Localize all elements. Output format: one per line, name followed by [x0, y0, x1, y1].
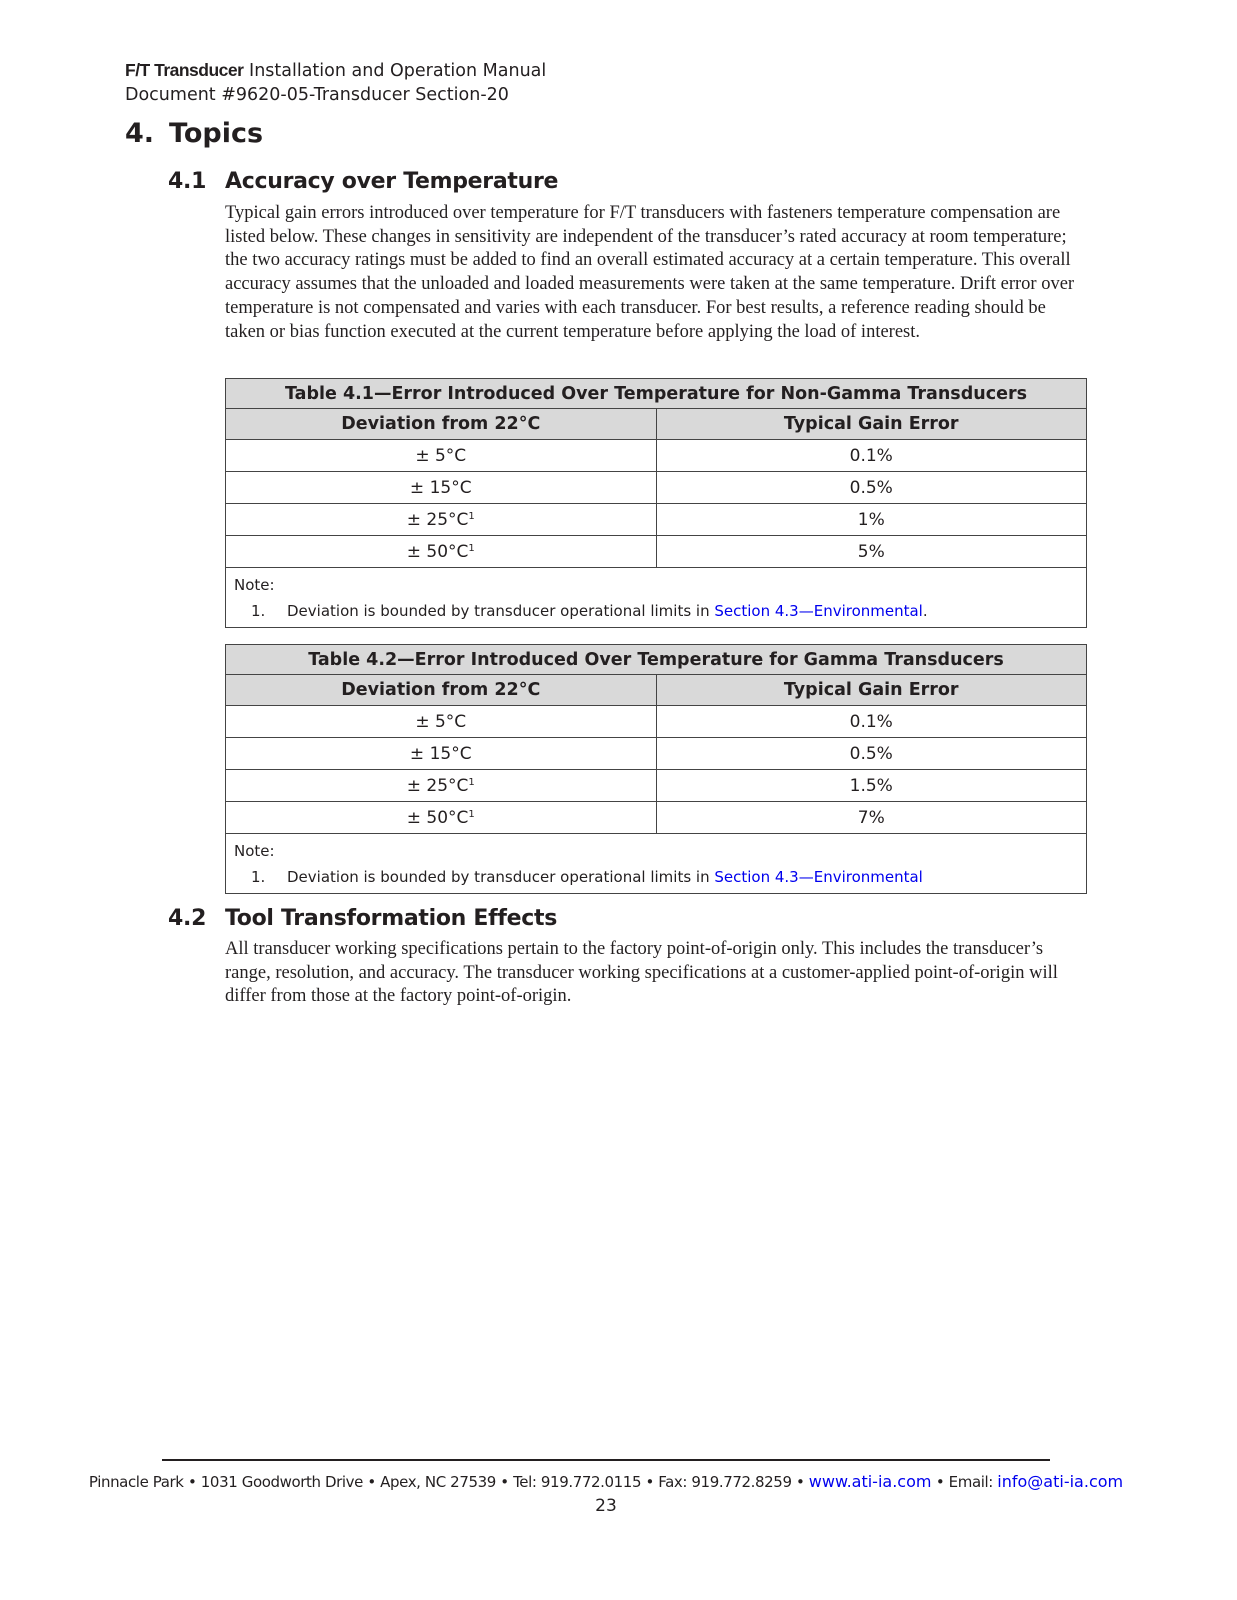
note-text: Deviation is bounded by transducer operational limits in [287, 868, 715, 886]
environmental-section-link[interactable]: Section 4.3—Environmental [714, 868, 923, 886]
section-title: Accuracy over Temperature [225, 169, 559, 194]
gain-error-cell: 0.5% [656, 738, 1087, 770]
column-header-gain-error: Typical Gain Error [656, 409, 1087, 440]
column-header-gain-error: Typical Gain Error [656, 675, 1087, 706]
section-number: 4.1 [168, 169, 207, 194]
table-4-1 [225, 378, 1087, 628]
table-title: Table 4.1—Error Introduced Over Temperature for Non-Gamma Transducers [226, 379, 1087, 409]
table-row [226, 706, 1087, 738]
table-row [226, 738, 1087, 770]
deviation-cell: ± 5°C [415, 445, 467, 466]
note-label: Note: [234, 576, 275, 594]
table-note [226, 834, 1087, 894]
page-footer: Pinnacle Park • 1031 Goodworth Drive • Apex, NC 27539 • Tel: 919.772.0115 • Fax: 919.772.8259 • www.ati-ia.com • Email: info@ati-ia.com [88, 1472, 1124, 1491]
deviation-cell: ± 5°C [415, 711, 467, 732]
table-row [226, 770, 1087, 802]
website-link[interactable]: www.ati-ia.com [808, 1472, 932, 1491]
gain-error-cell: 0.5% [656, 472, 1087, 504]
header-manual: Installation and Operation Manual [249, 61, 547, 81]
table-row [226, 536, 1087, 568]
email-link[interactable]: info@ati-ia.com [997, 1472, 1124, 1491]
environmental-section-link[interactable]: Section 4.3—Environmental [714, 602, 923, 620]
chapter-title: Topics [169, 118, 264, 149]
running-header [125, 58, 546, 107]
deviation-cell: ± 50°C [406, 807, 469, 828]
note-number: 1. [251, 602, 266, 620]
gain-error-cell: 1% [656, 504, 1087, 536]
table-row [226, 802, 1087, 834]
deviation-cell: ± 25°C [406, 509, 469, 530]
gain-error-cell: 7% [656, 802, 1087, 834]
table-title: Table 4.2—Error Introduced Over Temperature for Gamma Transducers [226, 645, 1087, 675]
footnote-marker: 1 [468, 776, 475, 788]
section-4-2-heading [168, 906, 557, 931]
footer-address: Pinnacle Park • 1031 Goodworth Drive • Apex, NC 27539 • Tel: 919.772.0115 • Fax: 919.772.8259 • [88, 1473, 809, 1491]
gain-error-cell: 0.1% [656, 440, 1087, 472]
table-row [226, 472, 1087, 504]
section-4-1-heading [168, 169, 558, 194]
table-4-2 [225, 644, 1087, 894]
note-text: Deviation is bounded by transducer operational limits in [287, 602, 715, 620]
gain-error-cell: 0.1% [656, 706, 1087, 738]
header-document: Document #9620-05-Transducer Section-20 [125, 85, 509, 105]
section-4-1-body: Typical gain errors introduced over temperature for F/T transducers with fasteners temperature compensation are listed below. These changes in sensitivity are independent of the transducer’s rated accuracy at room temperature; the two accuracy ratings must be added to find an overall estimated accuracy at a certain temperature. This overall accuracy assumes that the unloaded and loaded measurements were taken at the same temperature. Drift error over temperature is not compensated and varies with each transducer. For best results, a reference reading should be taken or bias function executed at the current temperature before applying the load of interest. [225, 203, 1075, 342]
column-header-deviation: Deviation from 22°C [226, 675, 657, 706]
footer-divider [162, 1459, 1050, 1461]
gain-error-cell: 5% [656, 536, 1087, 568]
column-header-deviation: Deviation from 22°C [226, 409, 657, 440]
section-title: Tool Transformation Effects [225, 906, 557, 931]
footnote-marker: 1 [468, 542, 475, 554]
footnote-marker: 1 [468, 808, 475, 820]
footnote-marker: 1 [468, 510, 475, 522]
deviation-cell: ± 50°C [406, 541, 469, 562]
gain-error-cell: 1.5% [656, 770, 1087, 802]
table-row [226, 440, 1087, 472]
table-row [226, 504, 1087, 536]
deviation-cell: ± 15°C [409, 477, 472, 498]
deviation-cell: ± 15°C [409, 743, 472, 764]
note-label: Note: [234, 842, 275, 860]
note-number: 1. [251, 868, 266, 886]
chapter-number: 4. [125, 118, 155, 149]
deviation-cell: ± 25°C [406, 775, 469, 796]
header-product: F/T Transducer [125, 60, 244, 80]
page-number: 23 [595, 1496, 617, 1516]
table-note: Note: 1. Deviation is bounded by transducer operational limits in Section 4.3—Environmental. [226, 568, 1087, 628]
section-4-2-body: All transducer working specifications pertain to the factory point-of-origin only. This includes the transducer’s range, resolution, and accuracy. The transducer working specifications at a customer-applied point-of-origin will differ from those at the factory point-of-origin. [225, 939, 1058, 1007]
chapter-heading [125, 118, 263, 149]
section-number: 4.2 [168, 906, 207, 931]
